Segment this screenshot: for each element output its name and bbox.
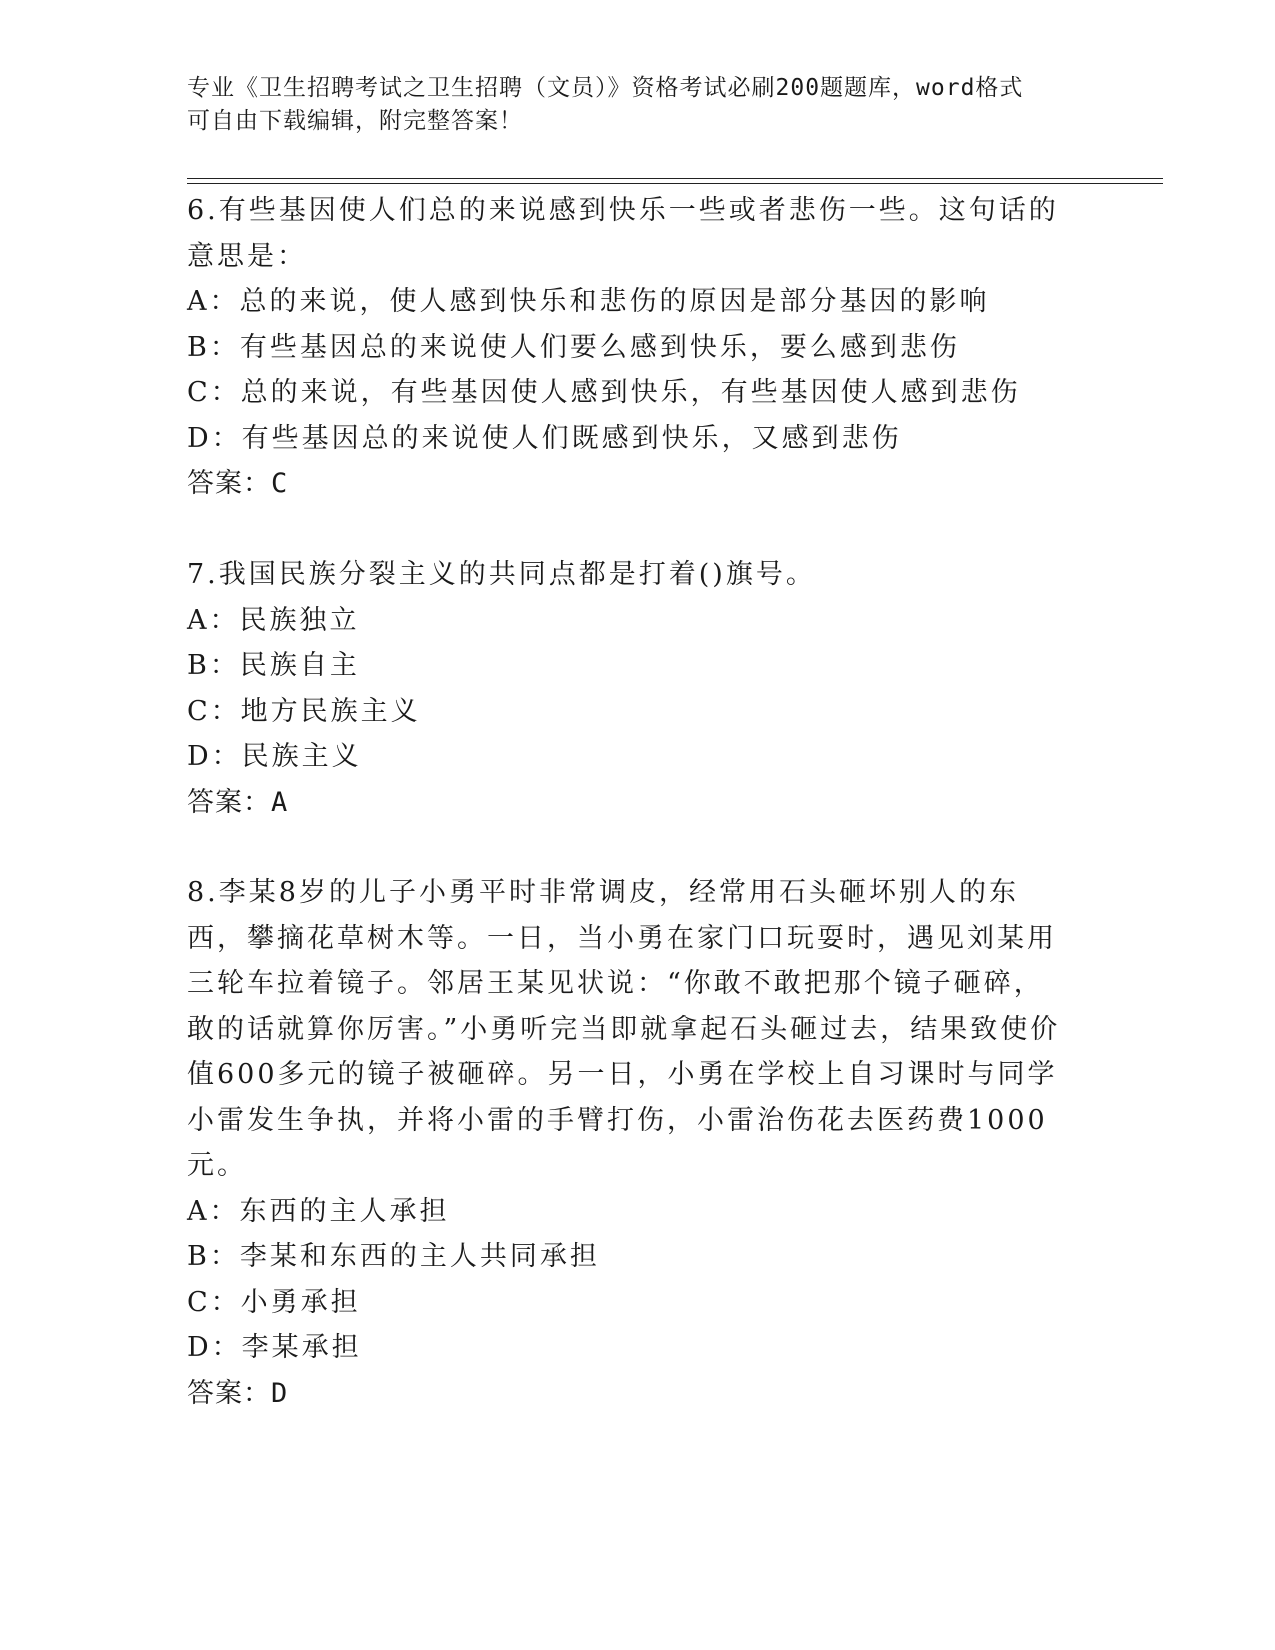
option-c: C：小勇承担 xyxy=(187,1286,361,1318)
option-d: D：有些基因总的来说使人们既感到快乐，又感到悲伤 xyxy=(187,422,902,454)
header-line-2: 可自由下载编辑，附完整答案！ xyxy=(187,108,523,134)
header-divider-bottom xyxy=(187,183,1163,184)
answer: 答案：A xyxy=(187,786,289,818)
option-list xyxy=(187,598,1067,780)
option-a: A：东西的主人承担 xyxy=(187,1195,450,1227)
option-b: B：李某和东西的主人共同承担 xyxy=(187,1241,600,1272)
option-a: A：总的来说，使人感到快乐和悲伤的原因是部分基因的影响 xyxy=(187,286,990,317)
header-divider-top xyxy=(187,178,1163,179)
answer: 答案：C xyxy=(187,468,289,499)
option-d: D：李某承担 xyxy=(187,1332,362,1363)
option-c: C：地方民族主义 xyxy=(187,695,421,727)
answer: 答案：D xyxy=(187,1377,289,1409)
option-d: D：民族主义 xyxy=(187,741,362,772)
option-a: A：民族独立 xyxy=(187,604,360,636)
question-stem: 6.有些基因使人们总的来说感到快乐一些或者悲伤一些。这句话的意思是： xyxy=(187,195,1059,272)
option-list xyxy=(187,1189,1067,1371)
header-line-1: 专业《卫生招聘考试之卫生招聘（文员）》资格考试必刷200题题库，word格式 xyxy=(187,75,1024,101)
question-6 xyxy=(187,188,1067,507)
option-list xyxy=(187,279,1067,461)
option-b: B：有些基因总的来说使人们要么感到快乐，要么感到悲伤 xyxy=(187,331,960,363)
option-c: C：总的来说，有些基因使人感到快乐，有些基因使人感到悲伤 xyxy=(187,377,1021,408)
document-header xyxy=(187,72,1087,138)
question-8 xyxy=(187,870,1067,1416)
option-b: B：民族自主 xyxy=(187,650,360,681)
question-stem: 8.李某8岁的儿子小勇平时非常调皮，经常用石头砸坏别人的东西，攀摘花草树木等。一日，当小勇在家门口玩耍时，遇见刘某用三轮车拉着镜子。邻居王某见状说：“你敢不敢把那个镜子砸碎，敢的话就算你厉害。”小勇听完当即就拿起石头砸过去，结果致使价值600多元的镜子被砸碎。另一日，小勇在学校上自习课时与同学小雷发生争执，并将小雷的手臂打伤，小雷治伤花去医药费1000元。 xyxy=(187,877,1061,1181)
question-stem: 7.我国民族分裂主义的共同点都是打着()旗号。 xyxy=(187,559,816,590)
question-7 xyxy=(187,552,1067,825)
